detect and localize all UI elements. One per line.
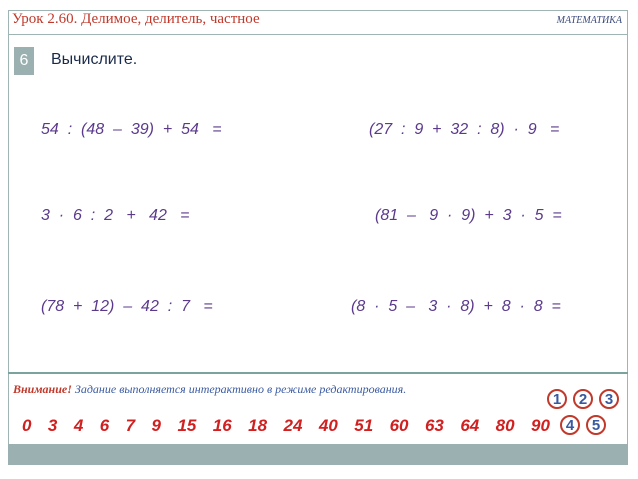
answer-option[interactable]: 18 xyxy=(248,416,268,435)
nav-button-3[interactable]: 3 xyxy=(599,389,619,409)
answer-option[interactable]: 6 xyxy=(99,416,110,435)
answer-option[interactable]: 51 xyxy=(354,416,374,435)
nav-button-4[interactable]: 4 xyxy=(560,415,580,435)
expression-3[interactable]: 3 · 6 : 2 + 42 = xyxy=(41,207,190,224)
answer-option[interactable]: 64 xyxy=(460,416,480,435)
nav-button-1[interactable]: 1 xyxy=(547,389,567,409)
interactive-note xyxy=(13,382,406,397)
answer-option[interactable]: 15 xyxy=(177,416,197,435)
nav-button-2[interactable]: 2 xyxy=(573,389,593,409)
section-divider xyxy=(8,372,628,374)
expression-1[interactable]: 54 : (48 – 39) + 54 = xyxy=(41,121,222,138)
expression-5[interactable]: (78 + 12) – 42 : 7 = xyxy=(41,298,213,315)
answer-option[interactable]: 24 xyxy=(283,416,303,435)
answer-option[interactable]: 4 xyxy=(73,416,84,435)
nav-button-5[interactable]: 5 xyxy=(586,415,606,435)
expression-6[interactable]: (8 · 5 – 3 · 8) + 8 · 8 = xyxy=(351,298,561,315)
expression-2[interactable]: (27 : 9 + 32 : 8) · 9 = xyxy=(369,121,560,138)
note-text: Задание выполняется интерактивно в режиме редактирования. xyxy=(71,382,407,396)
answer-option[interactable]: 0 xyxy=(22,416,32,435)
answer-option[interactable]: 9 xyxy=(151,416,161,435)
task-instruction: Вычислите. xyxy=(51,51,138,68)
answer-option[interactable]: 7 xyxy=(125,416,136,435)
note-attention: Внимание! xyxy=(13,382,72,396)
answer-option[interactable]: 80 xyxy=(495,416,515,435)
answer-option[interactable]: 60 xyxy=(389,416,409,435)
answer-options xyxy=(22,416,550,436)
answer-option[interactable]: 90 xyxy=(531,416,550,435)
answer-option[interactable]: 63 xyxy=(424,416,444,435)
task-number-badge: 6 xyxy=(14,47,34,75)
footer-bar xyxy=(8,444,628,465)
answer-option[interactable]: 16 xyxy=(212,416,232,435)
expression-4[interactable]: (81 – 9 · 9) + 3 · 5 = xyxy=(375,207,562,224)
answer-option[interactable]: 3 xyxy=(47,416,58,435)
subject-label: МАТЕМАТИКА xyxy=(556,15,622,26)
lesson-title: Урок 2.60. Делимое, делитель, частное xyxy=(12,11,260,27)
answer-option[interactable]: 40 xyxy=(318,416,338,435)
header-divider xyxy=(8,34,628,35)
